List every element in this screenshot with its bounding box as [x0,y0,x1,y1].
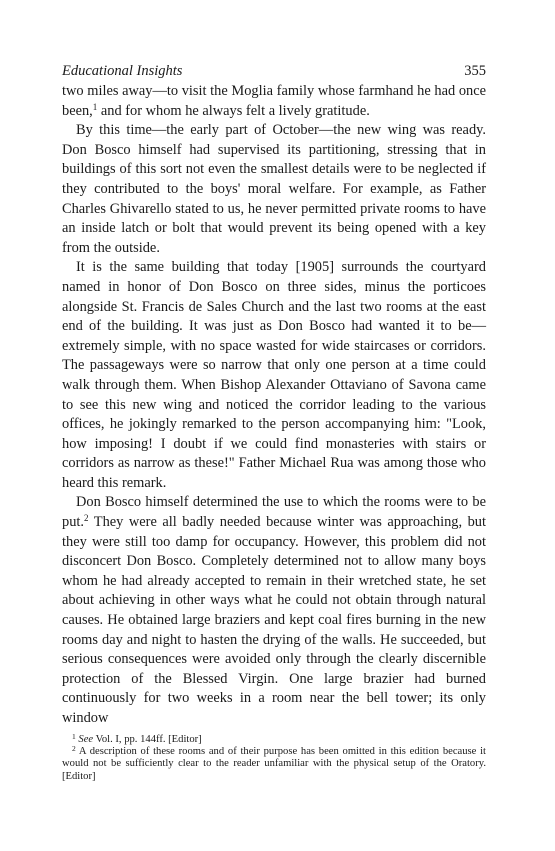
paragraph-4-text-a: Don Bosco himself determined the use to which the rooms were to be put. [62,494,486,531]
footnote-ref-1: 1 [92,101,98,112]
footnote-2-text: A description of these rooms and of their purpose has been omitted in this edition because it would not be sufficiently clear to the reader unfamiliar with the physical setup of the Oratory. [Editor] [62,746,486,782]
footnote-1 [62,731,486,746]
footnote-2-mark: 2 [72,744,76,753]
paragraph-1-text-a: two miles away—to visit the Moglia family whose farmhand he had once been, [62,83,486,119]
paragraph-4 [62,493,486,728]
paragraph-3: It is the same building that today [1905] surrounds the courtyard named in honor of Don Bosco on three sides, minus the porticoes alongside St. Francis de Sales Church and the last two rooms at the east end of the building. It was just as Don Bosco had wanted it to be—extremely simple, with no space wasted for wide staircases or corridors. The passageways were so narrow that only one person at a time could walk through them. When Bishop Alexander Ottaviano of Savona came to see this new wing and noticed the corridor leading to the various offices, he jokingly remarked to the person accompanying him: "Look, how imposing! I doubt if we could find monasteries with stairs or corridors as narrow as these!" Father Michael Rua was among those who heard this remark. [62,259,486,491]
paragraph-1-text-b: and for whom he always felt a lively gratitude. [97,102,370,119]
page-number: 355 [464,63,486,79]
footnote-1-mark: 1 [72,731,76,741]
footnotes [62,731,486,784]
running-header [62,62,486,80]
footnote-1-text: Vol. I, pp. 144ff. [Editor] [93,733,202,745]
footnote-ref-2: 2 [84,513,89,524]
footnote-1-see: See [78,733,94,745]
running-title: Educational Insights [62,63,183,79]
footnote-2 [62,746,486,783]
paragraph-4-text-b: They were all badly needed because winter was approaching, but they were still too damp for occupancy. However, this problem did not disconcert Don Bosco. Completely determined not to allow many boys whom he had already accepted to remain in their wretched state, he set about achieving in other ways what he could not obtain through natural causes. He obtained large braziers and kept coal fires burning in the new rooms day and night to hasten the drying of the walls. He succeeded, but serious consequences were avoided only through the clearly discernible protection of the Blessed Virgin. One large brazier had burned continuously for two weeks in a room near the bell tower; its only window [62,514,486,726]
paragraph-2: By this time—the early part of October—the new wing was ready. Don Bosco himself had supervised its partitioning, stressing that in buildings of this sort not even the smallest details were to be neglected if they contributed to the boys' moral welfare. For example, as Father Charles Ghivarello stated to us, he never permitted private rooms to have an inside latch or bolt that would prevent its being opened with a key from the outside. [62,122,486,256]
body-text [62,82,486,729]
paragraph-1 [62,82,486,121]
book-page [62,62,486,783]
